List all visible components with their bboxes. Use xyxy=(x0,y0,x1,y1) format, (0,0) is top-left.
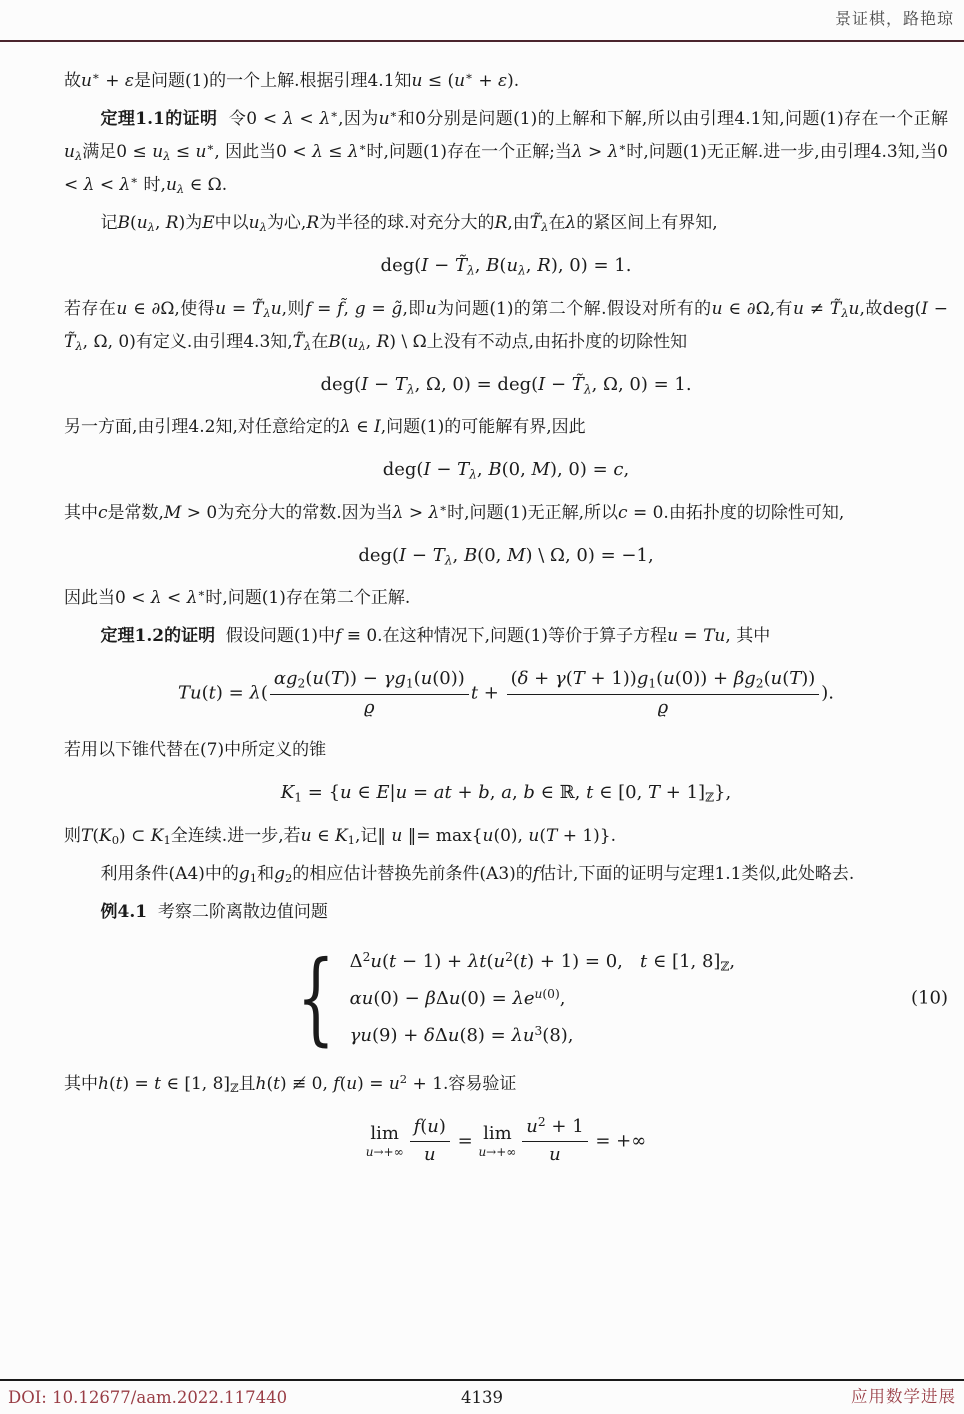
footer-journal-name: 应用数学进展 xyxy=(851,1387,956,1406)
content xyxy=(64,60,948,1182)
display-equation: lim u→+∞ $\frac{f(u)}{u}$ = lim u→+∞ $\frac{u^2 + 1}{u}$ = +∞ xyxy=(365,1114,647,1165)
paragraph: 例4.1 考察二阶离散边值问题 xyxy=(100,901,328,922)
paragraph: 另一方面,由引理4.2知,对任意给定的λ ∈ I,问题(1)的可能解有界,因此 xyxy=(64,417,586,437)
footer-doi: DOI: 10.12677/aam.2022.117440 xyxy=(8,1388,288,1407)
system-line: $\Delta^2u(t - 1) + \lambda t(u^2(t) + 1) = 0$, t ∈ [1, $8]_ℤ$, xyxy=(349,949,736,973)
header-rule xyxy=(0,40,964,42)
paragraph: 则$T(K_0)$ ⊂ $K_1$全连续.进一步,若u ∈ $K_1$,记‖ u ‖= max{u(0), u(T + 1)}. xyxy=(64,825,617,847)
display-equation: $deg(I - T_\lambda$, B(0, M) \ Ω, 0) = −1, xyxy=(358,544,654,567)
footer-rule xyxy=(0,1379,964,1381)
system-line: $\alpha u(0) - \beta\Delta u(0) = \lambda e^{u(0)}$, xyxy=(349,986,566,1009)
system-lines xyxy=(350,943,736,1054)
footer xyxy=(0,1385,964,1409)
display-equation: $K_1 = \{u$ ∈ E|u = at + b, a, b ∈ ℝ, t ∈ [0, $T + 1]_ℤ$}, xyxy=(280,782,732,805)
paragraph: 定理1.2的证明 假设问题(1)中f ≡ 0.在这种情况下,问题(1)等价于算子方程u = Tu, 其中 xyxy=(100,626,771,646)
paragraph: 记$B(u_\lambda$, R)为E中以$u_\lambda$为心,R为半径的球.对充分大的R,由$T̃_\lambda$在λ的紧区间上有界知, xyxy=(100,213,718,235)
display-equation: $deg(I - T̃_\lambda$, $B(u_\lambda$, R), 0) = 1. xyxy=(380,255,632,278)
system-brace-icon: { xyxy=(296,939,335,1056)
display-equation: $deg(I - T_\lambda$, Ω, $0) = deg(I - T̃_\lambda$, Ω, 0) = 1. xyxy=(320,373,692,396)
paragraph: 故u∗ + ε是问题(1)的一个上解.根据引理4.1知u ≤ (u∗ + ε). xyxy=(64,69,520,91)
equation-system xyxy=(64,939,948,1056)
display-equation: Tu(t) = λ( $\frac{\alpha g_2(u(T)) - \gamma g_1(u(0))}{ϱ}$ t + $\frac{(\delta + \gamma(T + 1))g_1(u(0)) + \beta g_2(u(T))}{ϱ}$ ). xyxy=(177,668,835,718)
paragraph: 其中h(t) = t ∈ [1, $8]_ℤ$且h(t) ≢ 0, $f(u) = u^2 + 1$.容易验证 xyxy=(64,1071,517,1095)
paragraph: 定理1.1的证明 令0 < λ < λ∗,因为u∗和0分别是问题(1)的上解和下解,所以由引理4.1知,问题(1)存在一个正解$u_\lambda$满足$0 \le u_\lambda \le u^∗$, 因此当0 < λ ≤ λ∗时,问题(1)存在一个正解;当λ > λ∗时,问题(1)无正解.进一步,由引理4.3知,当0 < λ < λ∗ 时$,u_\lambda$ ∈ Ω. xyxy=(64,107,948,197)
paragraph: 若用以下锥代替在(7)中所定义的锥 xyxy=(64,740,327,760)
paragraph: 因此当0 < λ < λ∗时,问题(1)存在第二个正解. xyxy=(64,586,411,608)
paragraph: 其中c是常数,M > 0为充分大的常数.因为当λ > λ∗时,问题(1)无正解,所以c = 0.由拓扑度的切除性可知, xyxy=(64,500,845,523)
system-line: $\gamma u(9) + \delta\Delta u(8) = \lambda u^3(8)$, xyxy=(349,1023,574,1046)
header-authors: 景证棋，路艳琼 xyxy=(834,9,954,28)
paragraph: 利用条件(A4)中的$g_1$和$g_2$的相应估计替换先前条件(A3)的f估计,下面的证明与定理1.1类似,此处略去. xyxy=(100,863,855,885)
equation-number: (10) xyxy=(911,987,948,1009)
paragraph: 若存在u ∈ ∂Ω,使得$u = T̃_\lambda u$,则f = f̃, g = g̃,即u为问题(1)的第二个解.假设对所有的u ∈ ∂Ω,有$u \ne T̃_\lambda u$,故$deg(I - T̃_\lambda$, Ω, 0)有定义.由引理4.3知$,T̃_\lambda$在$B(u_\lambda$, R) \ Ω上没有不动点,由拓扑度的切除性知 xyxy=(64,298,949,353)
display-equation: $deg(I - T_\lambda$, B(0, M), 0) = c, xyxy=(382,459,630,482)
footer-page-number: 4139 xyxy=(461,1388,503,1407)
